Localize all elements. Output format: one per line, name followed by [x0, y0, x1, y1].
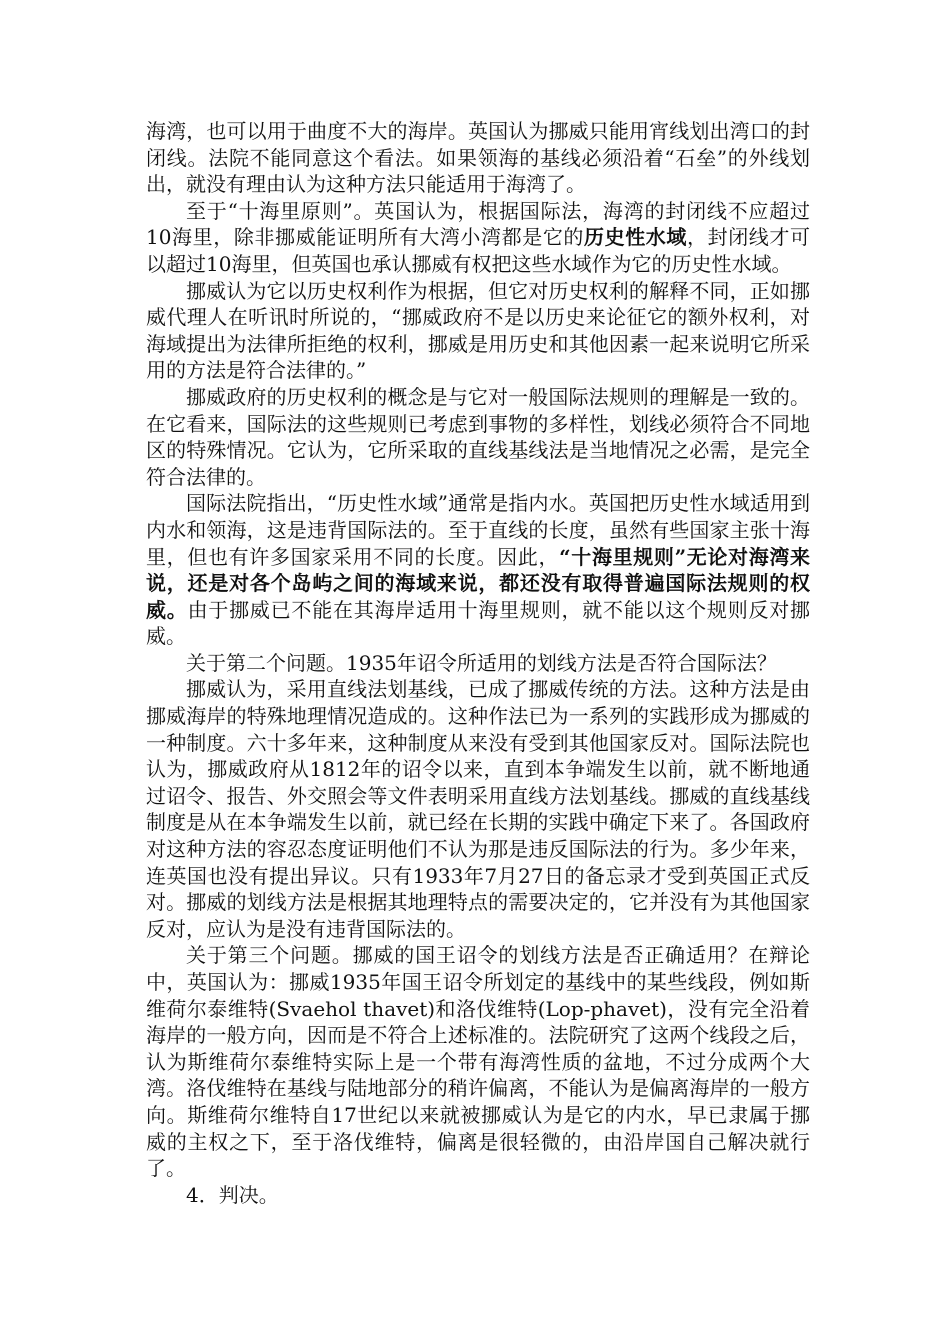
document-body [146, 118, 810, 1208]
paragraph-3 [146, 278, 810, 384]
paragraph-5 [146, 490, 810, 650]
text-run: 挪威认为它以历史权利作为根据，但它对历史权利的解释不同，正如挪威代理人在听讯时所说的，“挪威政府不是以历史来论征它的额外权利，对海域提出为法律所拒绝的权利，挪威是用历史和其他因素一起来说明它所采用的方法是符合法律的。” [146, 278, 810, 383]
paragraph-8 [146, 942, 810, 1181]
text-run: 海湾，也可以用于曲度不大的海岸。英国认为挪威只能用宵线划出湾口的封闭线。法院不能同意这个看法。如果领海的基线必须沿着“石垒”的外线划出，就没有理由认为这种方法只能适用于海湾了。 [146, 119, 810, 197]
section-heading-judgment [146, 1182, 810, 1209]
text-run: 关于第三个问题。挪威的国王诏令的划线方法是否正确适用？在辩论中，英国认为：挪威1935年国王诏令所划定的基线中的某些线段，例如斯维荷尔泰维特(Svaehol thavet)和洛伐维特(Lop-phavet)，没有完全沿着海岸的一般方向，因而是不符合上述标准的。法院研究了这两个线段之后，认为斯维荷尔泰维特实际上是一个带有海湾性质的盆地，不过分成两个大湾。洛伐维特在基线与陆地部分的稍许偏离，不能认为是偏离海岸的一般方向。斯维荷尔维特自17世纪以来就被挪威认为是它的内水，早已隶属于挪威的主权之下，至于洛伐维特，偏离是很轻微的，由沿岸国自己解决就行了。 [146, 943, 810, 1181]
text-run: 国际法院指出，“历史性水域”通常是指内水。英国把历史性水域适用到内水和领海，这是违背国际法的。至于直线的长度，虽然有些国家主张十海里，但也有许多国家采用不同的长度。因此， [146, 491, 810, 569]
text-run: 挪威政府的历史权利的概念是与它对一般国际法规则的理解是一致的。在它看来，国际法的这些规则已考虑到事物的多样性，划线必须符合不同地区的特殊情况。它认为，它所采取的直线基线法是当地情况之必需，是完全符合法律的。 [146, 384, 810, 489]
emphasis-ten-mile-rule: “十海里规则”无论对海湾来说，还是对各个岛屿之间的海域来说，都还没有取得普遍国际法规则的权威。 [146, 544, 811, 622]
paragraph-7 [146, 676, 810, 942]
paragraph-6 [146, 650, 810, 677]
text-run: ，封闭线才可以超过10海里，但英国也承认挪威有权把这些水域作为它的历史性水域。 [146, 225, 811, 276]
paragraph-1 [146, 118, 810, 198]
text-run: 挪威认为，采用直线法划基线，已成了挪威传统的方法。这种方法是由挪威海岸的特殊地理情况造成的。这种作法已为一系列的实践形成为挪威的一种制度。六十多年来，这种制度从来没有受到其他国家反对。国际法院也认为，挪威政府从1812年的诏令以来，直到本争端发生以前，就不断地通过诏令、报告、外交照会等文件表明采用直线方法划基线。挪威的直线基线制度是从在本争端发生以前，就已经在长期的实践中确定下来了。各国政府对这种方法的容忍态度证明他们不认为那是违反国际法的行为。多少年来，连英国也没有提出异议。只有1933年7月27日的备忘录才受到英国正式反对。挪威的划线方法是根据其地理特点的需要决定的，它并没有为其他国家反对，应认为是没有违背国际法的。 [146, 677, 810, 941]
text-run: 至于“十海里原则”。英国认为，根据国际法，海湾的封闭线不应超过10海里，除非挪威能证明所有大湾小湾都是它的 [146, 198, 810, 250]
text-run: 4．判决。 [186, 1182, 279, 1207]
text-run: 由于挪威已不能在其海岸适用十海里规则，就不能以这个规则反对挪威。 [146, 597, 811, 649]
text-run: 关于第二个问题。1935年诏令所适用的划线方法是否符合国际法？ [186, 650, 777, 675]
paragraph-4 [146, 384, 810, 490]
emphasis-historic-waters: 历史性水域 [584, 225, 688, 250]
paragraph-2 [146, 198, 810, 278]
